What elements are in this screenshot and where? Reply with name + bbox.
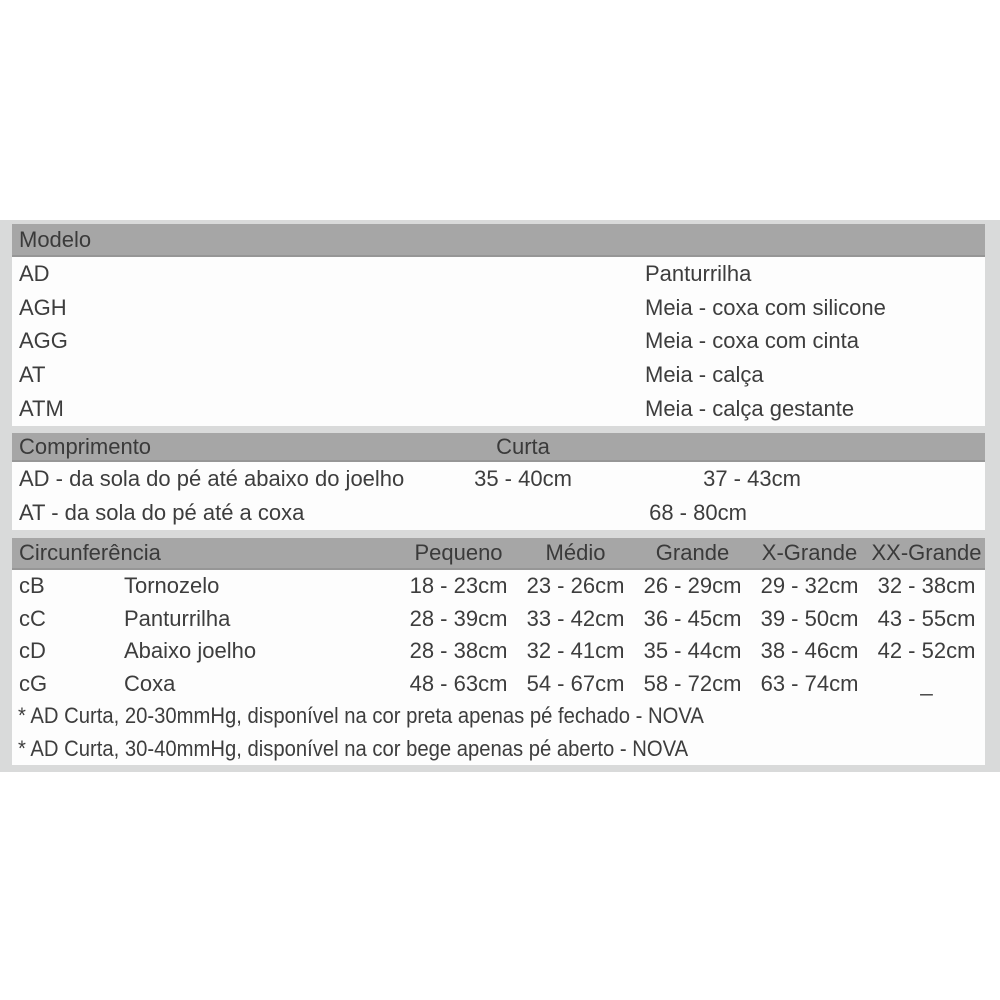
measure-code: cC — [19, 605, 46, 631]
table-row — [12, 570, 985, 603]
measure-value: 32 - 41cm — [526, 638, 625, 664]
size-column-header: Grande — [655, 540, 730, 565]
model-description: Meia - coxa com silicone — [645, 294, 886, 320]
table-row — [12, 496, 985, 530]
circunferencia-rows — [12, 570, 985, 765]
measure-value: 23 - 26cm — [526, 573, 625, 599]
measure-value: 29 - 32cm — [760, 573, 859, 599]
size-column-header: XX-Grande — [871, 540, 982, 565]
model-code: AD — [19, 260, 50, 286]
circunferencia-section-header — [12, 538, 985, 570]
table-row — [12, 325, 985, 359]
length-label: AT - da sola do pé até a coxa — [19, 500, 305, 525]
model-code: AT — [19, 362, 46, 388]
table-row — [12, 291, 985, 325]
measure-code: cB — [19, 573, 45, 599]
modelo-section — [12, 224, 985, 426]
measure-code: cD — [19, 638, 46, 664]
comprimento-section — [12, 433, 985, 530]
measure-value: 38 - 46cm — [760, 638, 859, 664]
footnote: * AD Curta, 20-30mmHg, disponível na cor preta apenas pé fechado - NOVA — [18, 703, 704, 729]
footnote: * AD Curta, 30-40mmHg, disponível na cor bege apenas pé aberto - NOVA — [18, 735, 689, 761]
model-description: Meia - calça — [645, 362, 764, 388]
table-row — [12, 668, 985, 701]
modelo-rows — [12, 257, 985, 426]
model-description: Meia - coxa com cinta — [645, 328, 859, 354]
size-column-header: Pequeno — [414, 540, 503, 565]
measure-name: Tornozelo — [124, 573, 220, 599]
footnote-row — [12, 700, 985, 733]
measure-value: 33 - 42cm — [526, 605, 625, 631]
measure-code: cG — [19, 670, 48, 696]
measure-value: 54 - 67cm — [526, 670, 625, 696]
modelo-section-header — [12, 224, 985, 257]
size-chart-table — [0, 220, 1000, 772]
table-row — [12, 392, 985, 426]
table-row — [12, 358, 985, 392]
comprimento-title: Comprimento — [19, 433, 152, 459]
model-code: AGH — [19, 294, 67, 320]
comprimento-section-header — [12, 433, 985, 462]
circunferencia-title: Circunferência — [19, 540, 161, 565]
measure-value: 36 - 45cm — [643, 605, 742, 631]
length-value: 68 - 80cm — [649, 500, 747, 525]
model-description: Meia - calça gestante — [645, 396, 855, 422]
comprimento-rows — [12, 462, 985, 530]
length-label: AD - da sola do pé até abaixo do joelho — [19, 466, 405, 491]
table-row — [12, 462, 985, 496]
length-column-header: Curta — [496, 433, 550, 459]
measure-value: 32 - 38cm — [877, 573, 976, 599]
model-code: ATM — [19, 396, 64, 422]
length-value: 35 - 40cm — [474, 466, 572, 491]
measure-name: Panturrilha — [124, 605, 231, 631]
size-column-header: X-Grande — [761, 540, 858, 565]
measure-name: Abaixo joelho — [124, 638, 257, 664]
measure-value: 43 - 55cm — [877, 605, 976, 631]
table-row — [12, 257, 985, 291]
measure-name: Coxa — [124, 670, 176, 696]
measure-value: 42 - 52cm — [877, 638, 976, 664]
measure-value: 58 - 72cm — [643, 670, 742, 696]
measure-value: 18 - 23cm — [409, 573, 508, 599]
modelo-title: Modelo — [19, 226, 92, 252]
model-code: AGG — [19, 328, 68, 354]
length-value: 37 - 43cm — [703, 466, 801, 491]
table-row — [12, 603, 985, 636]
measure-value: 28 - 38cm — [409, 638, 508, 664]
measure-value: 48 - 63cm — [409, 670, 508, 696]
measure-value: 35 - 44cm — [643, 638, 742, 664]
measure-value: _ — [920, 670, 933, 696]
measure-value: 63 - 74cm — [760, 670, 859, 696]
footnote-row — [12, 733, 985, 766]
measure-value: 39 - 50cm — [760, 605, 859, 631]
size-column-header: Médio — [545, 540, 606, 565]
measure-value: 26 - 29cm — [643, 573, 742, 599]
circunferencia-section — [12, 538, 985, 765]
measure-value: 28 - 39cm — [409, 605, 508, 631]
model-description: Panturrilha — [645, 260, 752, 286]
table-row — [12, 635, 985, 668]
